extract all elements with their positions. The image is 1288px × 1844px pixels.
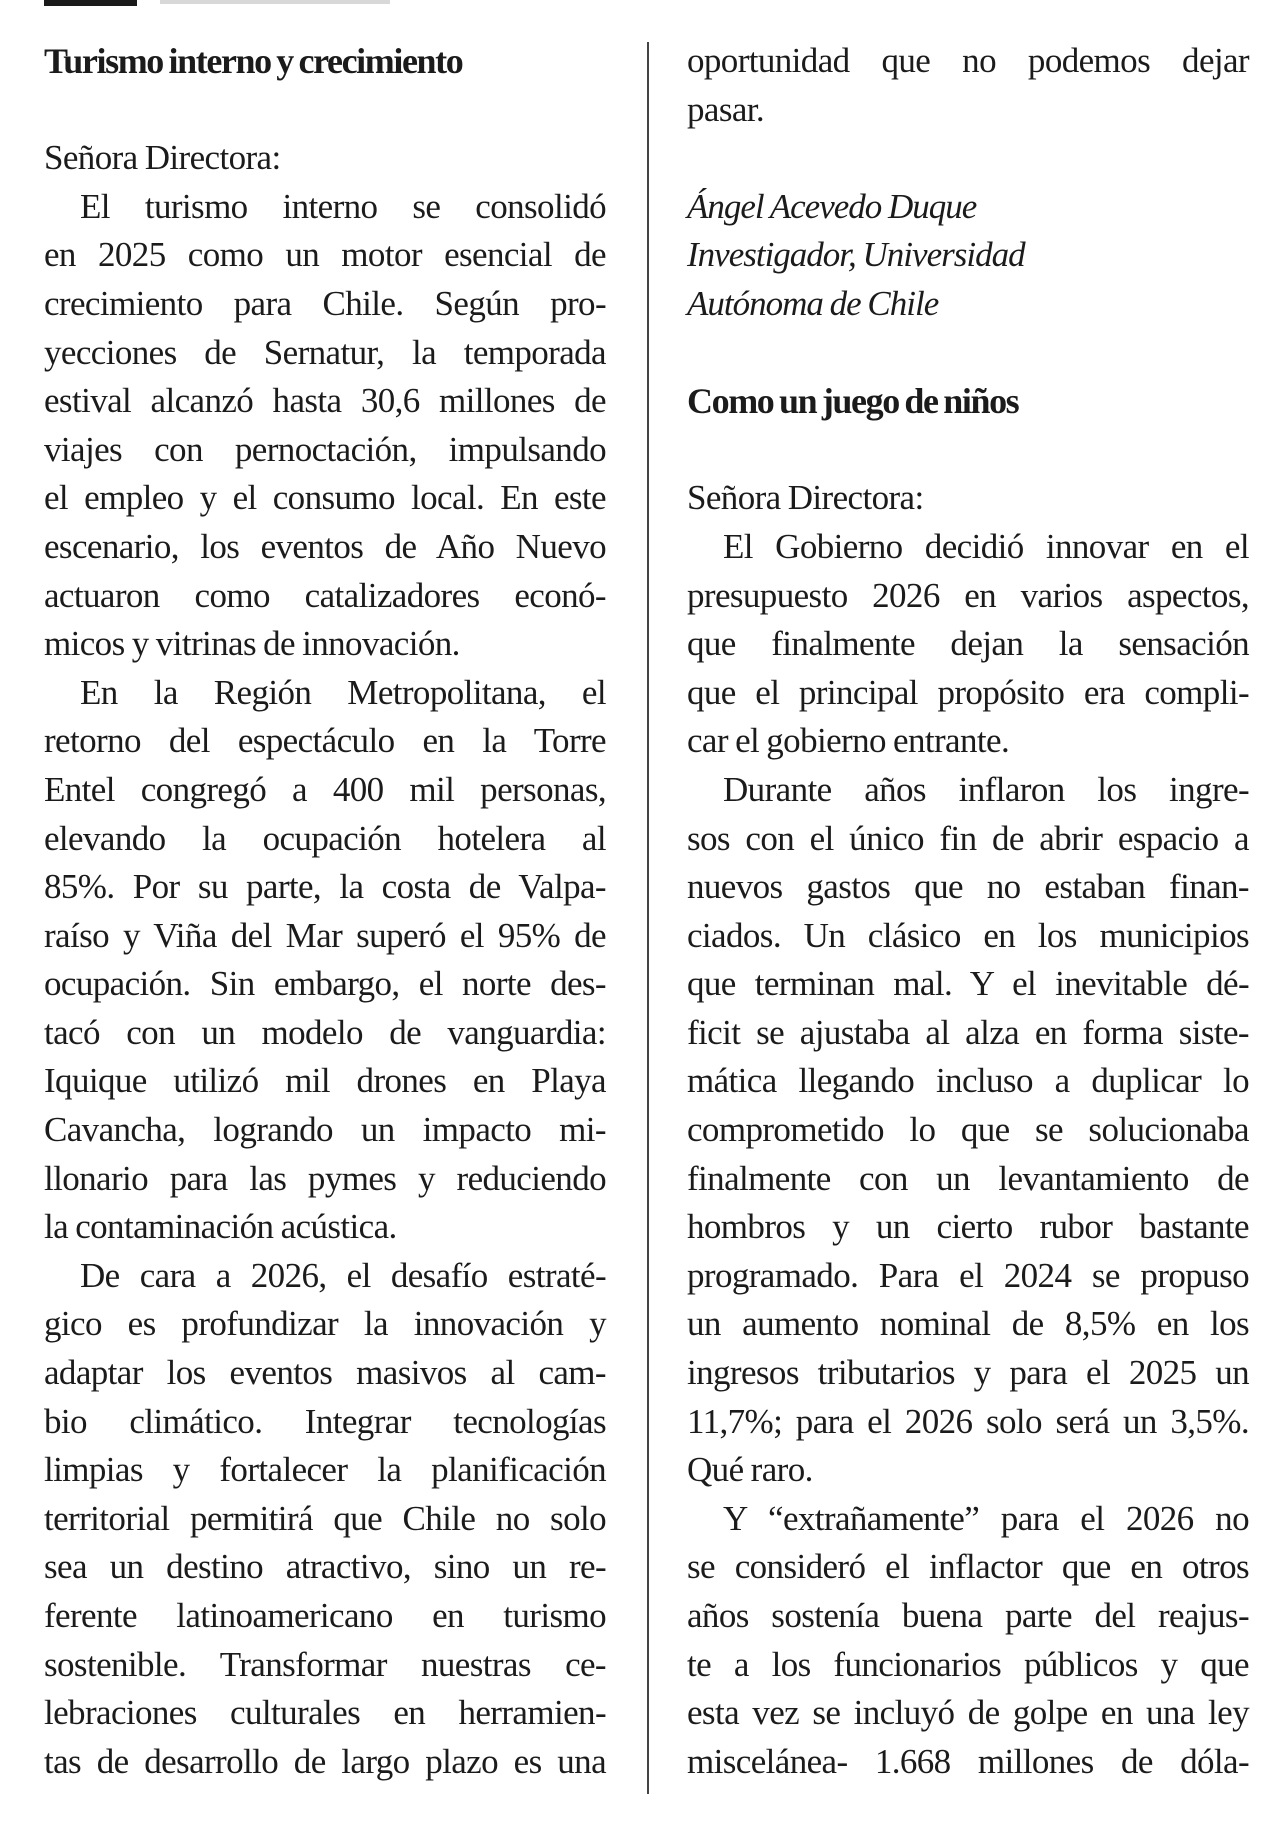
paragraph	[687, 523, 1249, 766]
letter-body	[44, 183, 606, 1787]
paragraph	[44, 669, 606, 1252]
text-line: limpias y fortalecer la planificación	[44, 1450, 606, 1490]
text-line: se consideró el inflactor que en otros	[687, 1547, 1249, 1587]
text-line: ferente latinoamericano en turismo	[44, 1596, 606, 1635]
text-line: De cara a 2026, el desafío estraté-	[80, 1255, 606, 1295]
text-line: 11,7%; para el 2026 solo será un 3,5%.	[687, 1401, 1249, 1441]
text-line: que el principal propósito era compli-	[687, 672, 1249, 712]
paragraph	[687, 1495, 1249, 1787]
text-line: viajes con pernoctación, impulsando	[44, 429, 606, 469]
text-line: te a los funcionarios públicos y que	[687, 1644, 1249, 1684]
text-line: sostenible. Transformar nuestras ce-	[44, 1644, 606, 1684]
text-line: sea un destino atractivo, sino un re-	[44, 1547, 606, 1587]
signature-affiliation: Autónoma de Chile	[687, 283, 939, 323]
text-line: Iquique utilizó mil drones en Playa	[44, 1061, 606, 1101]
text-line: actuaron como catalizadores econó-	[44, 575, 606, 615]
text-line: adaptar los eventos masivos al cam-	[44, 1353, 606, 1393]
text-line: hombros y un cierto rubor bastante	[687, 1207, 1249, 1247]
text-line: tas de desarrollo de largo plazo es una	[44, 1741, 606, 1781]
text-line: El turismo interno se consolidó	[80, 186, 606, 226]
column-divider	[647, 42, 649, 1794]
text-line: presupuesto 2026 en varios aspectos,	[687, 575, 1249, 615]
letter-column-right	[687, 37, 1249, 1786]
text-line: micos y vitrinas de innovación.	[44, 624, 460, 664]
text-line: mática llegando incluso a duplicar lo	[687, 1061, 1249, 1101]
letter-heading: Como un juego de niños	[687, 381, 1019, 422]
text-line: gico es profundizar la innovación y	[44, 1304, 606, 1344]
text-line: escenario, los eventos de Año Nuevo	[44, 526, 606, 566]
spacer	[687, 426, 1249, 475]
signature-name: Ángel Acevedo Duque	[687, 186, 977, 226]
text-line: sos con el único fin de abrir espacio a	[687, 818, 1249, 858]
text-line: la contaminación acústica.	[44, 1207, 397, 1247]
signature-title: Investigador, Universidad	[687, 235, 1025, 275]
text-line: oportunidad que no podemos dejar	[687, 41, 1249, 80]
spacer	[687, 329, 1249, 378]
text-line: el empleo y el consumo local. En este	[44, 478, 606, 518]
salutation: Señora Directora:	[687, 478, 924, 518]
text-line: El Gobierno decidió innovar en el	[723, 526, 1249, 566]
text-line: Y “extrañamente” para el 2026 no	[723, 1498, 1249, 1538]
letter-column-left	[44, 37, 606, 1786]
text-line: estival alcanzó hasta 30,6 millones de	[44, 381, 606, 421]
spacer	[687, 134, 1249, 183]
salutation: Señora Directora:	[44, 138, 281, 178]
text-line: programado. Para el 2024 se propuso	[687, 1255, 1249, 1295]
text-line: ocupación. Sin embargo, el norte des-	[44, 964, 606, 1004]
text-line: car el gobierno entrante.	[687, 721, 1010, 761]
text-line: ciados. Un clásico en los municipios	[687, 915, 1249, 955]
text-line: en 2025 como un motor esencial de	[44, 235, 606, 275]
text-line: Cavancha, logrando un impacto mi-	[44, 1110, 606, 1150]
text-line: Qué raro.	[687, 1450, 813, 1490]
text-line: que finalmente dejan la sensación	[687, 624, 1249, 664]
letter-heading: Turismo interno y crecimiento	[44, 41, 463, 81]
paragraph	[44, 1252, 606, 1787]
paragraph	[687, 766, 1249, 1495]
text-line: tacó con un modelo de vanguardia:	[44, 1012, 606, 1052]
text-line: pasar.	[687, 89, 765, 129]
text-line: años sostenía buena parte del reajus-	[687, 1596, 1249, 1635]
spacer	[44, 86, 606, 135]
text-line: esta vez se incluyó de golpe en una ley	[687, 1693, 1249, 1733]
text-line: territorial permitirá que Chile no solo	[44, 1498, 606, 1538]
text-line: retorno del espectáculo en la Torre	[44, 721, 606, 761]
text-line: comprometido lo que se solucionaba	[687, 1110, 1249, 1150]
text-line: un aumento nominal de 8,5% en los	[687, 1304, 1249, 1344]
text-line: lebraciones culturales en herramien-	[44, 1693, 606, 1733]
paragraph	[44, 183, 606, 669]
text-line: En la Región Metropolitana, el	[80, 672, 606, 712]
text-line: nuevos gastos que no estaban finan-	[687, 867, 1249, 907]
text-line: crecimiento para Chile. Según pro-	[44, 283, 606, 323]
text-line: Entel congregó a 400 mil personas,	[44, 769, 606, 809]
text-line: elevando la ocupación hotelera al	[44, 818, 606, 858]
section-label-faded	[160, 0, 390, 4]
text-line: Durante años inflaron los ingre-	[723, 769, 1249, 809]
text-line: raíso y Viña del Mar superó el 95% de	[44, 915, 606, 955]
text-line: ingresos tributarios y para el 2025 un	[687, 1353, 1249, 1393]
letter-body	[687, 523, 1249, 1786]
text-line: que terminan mal. Y el inevitable dé-	[687, 964, 1249, 1004]
text-line: yecciones de Sernatur, la temporada	[44, 332, 606, 372]
letter-continuation	[687, 37, 1249, 134]
text-line: finalmente con un levantamiento de	[687, 1158, 1249, 1198]
text-line: ficit se ajustaba al alza en forma siste-	[687, 1012, 1249, 1052]
text-line: miscelánea- 1.668 millones de dóla-	[687, 1741, 1249, 1781]
section-marker-bar	[44, 0, 137, 6]
text-line: 85%. Por su parte, la costa de Valpa-	[44, 867, 606, 907]
text-line: bio climático. Integrar tecnologías	[44, 1401, 606, 1441]
paragraph	[687, 37, 1249, 134]
text-line: llonario para las pymes y reduciendo	[44, 1158, 606, 1198]
